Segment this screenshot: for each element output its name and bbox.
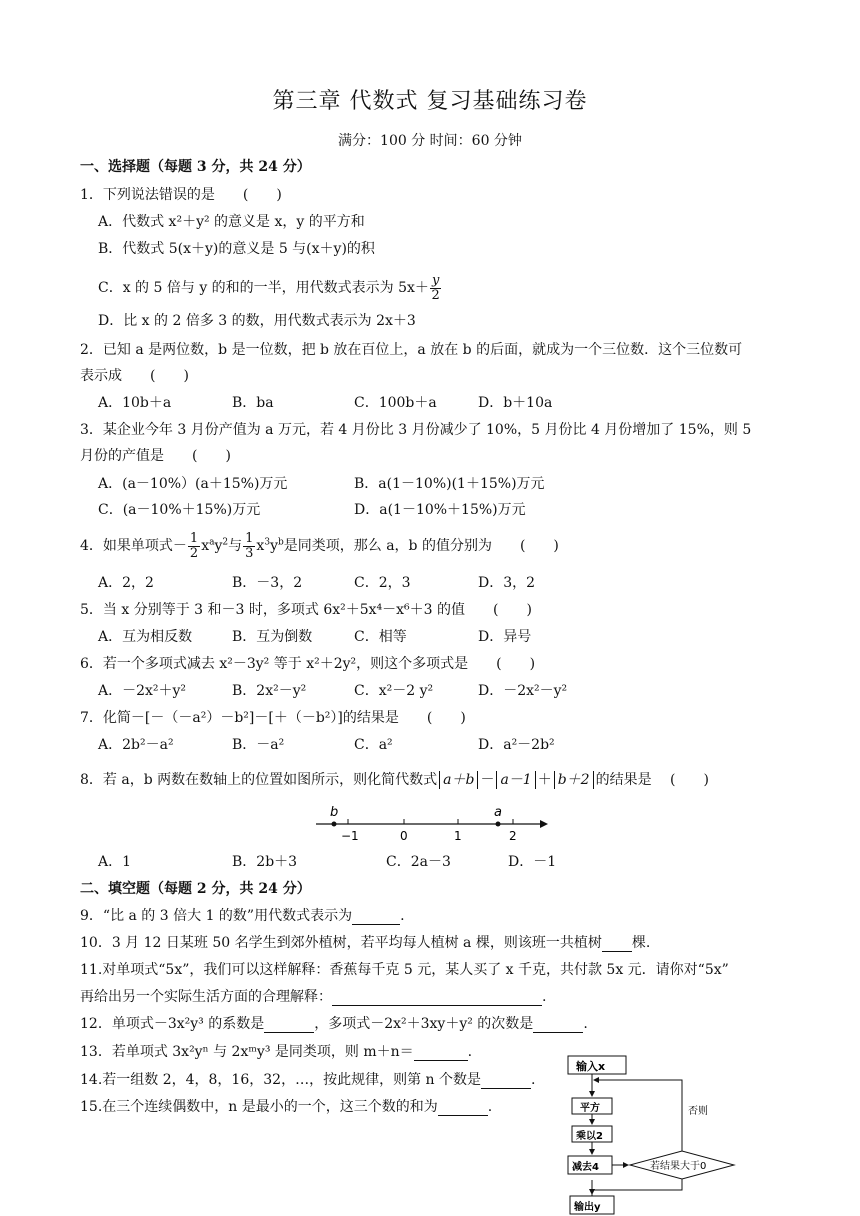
page-title: 第三章 代数式 复习基础练习卷 — [272, 89, 588, 114]
question-11-line1: 11.对单项式“5x”，我们可以这样解释：香蕉每千克 5 元，某人买了 x 千克，共付款 5x 元．请你对“5x” — [80, 962, 729, 978]
question-2-line2: 表示成 ( ) — [80, 368, 189, 384]
question-13: 13．若单项式 3x²yⁿ 与 2xᵐy³ 是同类项，则 m＋n＝ . — [80, 1044, 473, 1060]
q4-option-a: A．2，2 — [98, 575, 154, 591]
question-8: 8．若 a，b 两数在数轴上的位置如图所示，则化简代数式 a＋b － a－1 ＋ b＋2 的结果是 ( ) — [80, 772, 709, 788]
question-6: 6．若一个多项式减去 x²－3y² 等于 x²＋2y²，则这个多项式是 ( ) — [80, 656, 536, 672]
question-5: 5．当 x 分别等于 3 和－3 时，多项式 6x²＋5x⁴－x⁶＋3 的值 ( ) — [80, 602, 532, 618]
q3-option-b: B．a(1－10%)(1＋15%)万元 — [354, 476, 545, 492]
q5-option-a: A．互为相反数 — [98, 629, 193, 645]
answer-blank[interactable] — [481, 1074, 531, 1089]
q2-option-b: B．ba — [232, 395, 274, 411]
q2-option-a: A．10b＋a — [98, 395, 172, 411]
answer-blank[interactable] — [264, 1018, 314, 1033]
q7-option-d: D．a²－2b² — [478, 737, 555, 753]
flow-else-label: 否则 — [688, 1106, 708, 1117]
question-4: 4．如果单项式－ $\frac{1}{2}$ $x^ay^2$与 $\frac{1}{3}$ $x^3y^b$是同类项，那么 a，b 的值分别为 ( ) — [80, 530, 559, 561]
label-a: a — [494, 805, 502, 820]
question-10: 10．3 月 12 日某班 50 名学生到郊外植树，若平均每人植树 a 棵，则该班一共植树 棵. — [80, 935, 651, 951]
q6-option-b: B．2x²－y² — [232, 683, 307, 699]
tick-label-neg1: −1 — [341, 829, 359, 843]
q5-option-b: B．互为倒数 — [232, 629, 313, 645]
question-1: 1．下列说法错误的是 ( ) — [80, 187, 282, 203]
answer-blank[interactable] — [414, 1046, 468, 1061]
question-2-line1: 2．已知 a 是两位数，b 是一位数，把 b 放在百位上，a 放在 b 的后面，就成为一个三位数．这个三位数可 — [80, 342, 743, 358]
q4-option-d: D．3，2 — [478, 575, 536, 591]
q8-option-c: C．2a－3 — [386, 854, 451, 870]
q3-option-d: D．a(1－10%＋15%)万元 — [354, 502, 526, 518]
q1-option-c-text: C．x 的 5 倍与 y 的和的一半，用代数式表示为 5x＋ — [98, 280, 429, 296]
q2-option-c: C．100b＋a — [354, 395, 437, 411]
question-3-line2: 月份的产值是 ( ) — [80, 448, 231, 464]
q8-option-a: A．1 — [98, 854, 132, 870]
label-b: b — [330, 805, 339, 820]
section-heading-choice: 一、选择题（每题 3 分，共 24 分） — [80, 159, 311, 175]
q2-option-d: D．b＋10a — [478, 395, 553, 411]
q4-option-c: C．2，3 — [354, 575, 411, 591]
number-line — [310, 804, 550, 844]
flow-decision-label: 若结果大于0 — [650, 1161, 707, 1172]
q6-option-a: A．－2x²＋y² — [98, 683, 187, 699]
flow-exit-line — [592, 1179, 682, 1196]
q6-option-d: D．－2x²－y² — [478, 683, 568, 699]
question-11-line2: 再给出另一个实际生活方面的合理解释： . — [80, 989, 547, 1005]
flow-mul-label: 乘以2 — [576, 1131, 603, 1142]
page-subtitle: 满分：100 分 时间：60 分钟 — [338, 133, 522, 149]
flow-output-label: 输出y — [574, 1202, 601, 1213]
flow-sub-label: 减去4 — [572, 1162, 599, 1173]
q7-option-c: C．a² — [354, 737, 393, 753]
question-9: 9．“比 a 的 3 倍大 1 的数”用代数式表示为 . — [80, 908, 405, 924]
q5-option-c: C．相等 — [354, 629, 407, 645]
q7-option-a: A．2b²－a² — [98, 737, 174, 753]
question-15: 15.在三个连续偶数中，n 是最小的一个，这三个数的和为 . — [80, 1099, 493, 1115]
flow-input-label: 输入x — [576, 1060, 606, 1073]
fraction: $\frac{y}{2}$ — [431, 272, 440, 303]
question-7: 7．化简－[－（－a²）－b²]－[＋（－b²）]的结果是 ( ) — [80, 710, 466, 726]
answer-blank[interactable] — [332, 991, 542, 1006]
q1-option-c — [98, 270, 442, 306]
question-3-line1: 3．某企业今年 3 月份产值为 a 万元，若 4 月份比 3 月份减少了 10%，5 月份比 4 月份增加了 15%，则 5 — [80, 422, 752, 438]
q1-option-b: B．代数式 5(x＋y)的意义是 5 与(x＋y)的积 — [98, 241, 375, 257]
q4-option-b: B．－3，2 — [232, 575, 303, 591]
tick-label-2: 2 — [509, 829, 517, 843]
answer-blank[interactable] — [602, 937, 632, 952]
point-a — [496, 822, 501, 827]
arrow-icon — [540, 820, 548, 828]
q8-option-b: B．2b＋3 — [232, 854, 298, 870]
q6-option-c: C．x²－2 y² — [354, 683, 434, 699]
flowchart — [552, 1050, 742, 1216]
q3-option-a: A．(a－10%）(a＋15%)万元 — [98, 476, 288, 492]
section-heading-fill: 二、填空题（每题 2 分，共 24 分） — [80, 881, 311, 897]
q1-option-a: A．代数式 x²＋y² 的意义是 x，y 的平方和 — [98, 214, 365, 230]
answer-blank[interactable] — [352, 910, 400, 925]
q3-option-c: C．(a－10%＋15%)万元 — [98, 502, 261, 518]
q7-option-b: B．－a² — [232, 737, 285, 753]
answer-blank[interactable] — [533, 1018, 583, 1033]
question-12: 12．单项式－3x²y³ 的系数是 ，多项式－2x²＋3xy＋y² 的次数是 . — [80, 1016, 588, 1032]
point-b — [332, 822, 337, 827]
tick-label-1: 1 — [454, 829, 462, 843]
q1-option-d: D．比 x 的 2 倍多 3 的数，用代数式表示为 2x＋3 — [98, 313, 416, 329]
question-14: 14.若一组数 2，4，8，16，32，…，按此规律，则第 n 个数是 . — [80, 1072, 536, 1088]
answer-blank[interactable] — [438, 1101, 488, 1116]
flow-square-label: 平方 — [580, 1103, 600, 1114]
q5-option-d: D．异号 — [478, 629, 532, 645]
tick-label-0: 0 — [400, 829, 408, 843]
q8-option-d: D．－1 — [508, 854, 557, 870]
